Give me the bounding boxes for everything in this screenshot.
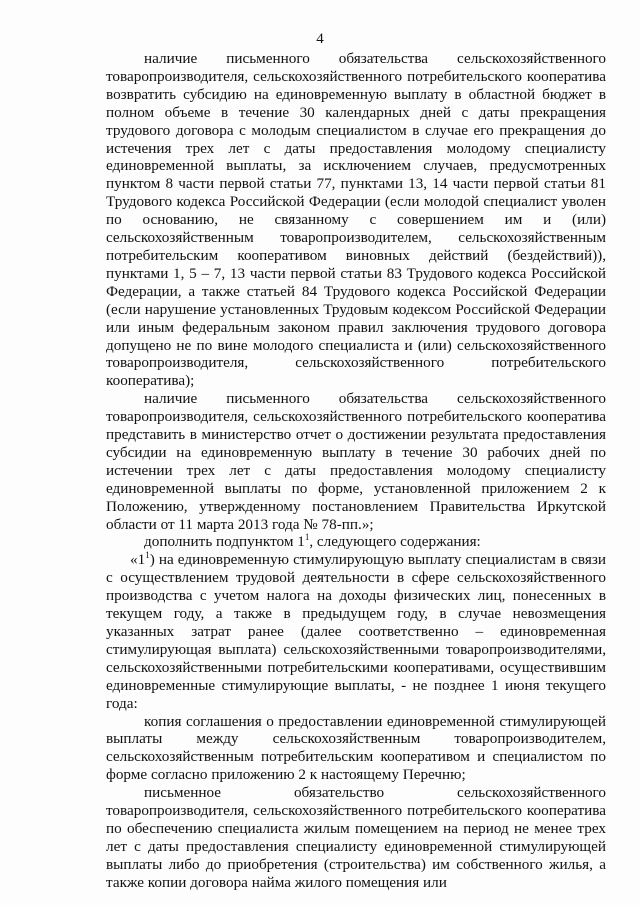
paragraph-obligation-return-subsidy: наличие письменного обязательства сельскохозяйственного товаропроизводителя, сельскохозяйственного потребительского кооператива возвратить субсидию на единовременную выплату в областной бюджет в полном объеме в течение 30 календарных дней с даты прекращения трудового договора с молодым специалистом в случае его прекращения до истечения трех лет с даты предоставления молодому специалисту единовременной выплаты, за исключением случаев, предусмотренных пунктом 8 части первой статьи 77, пунктами 13, 14 части первой статьи 81 Трудового кодекса Российской Федерации (если молодой специалист уволен по основанию, не связанному с совершением им и (или) сельскохозяйственным товаропроизводителем, сельскохозяйственным потребительским кооперативом виновных действий (бездействий)), пунктами 1, 5 – 7, 13 части первой статьи 83 Трудового кодекса Российской Федерации, а также статьей 84 Трудового кодекса Российской Федерации (если нарушение установленных Трудовым кодексом Российской Федерации или иным федеральным законом правил заключения трудового договора допущено не по вине молодого специалиста и (или) сельскохозяйственного товаропроизводителя, сельскохозяйственного потребительского кооператива);	[106, 50, 606, 390]
superscript-marker: 1	[145, 550, 150, 561]
paragraph-subclause-1-1	[106, 551, 606, 712]
document-body	[106, 50, 606, 892]
paragraph-obligation-report: наличие письменного обязательства сельскохозяйственного товаропроизводителя, сельскохозяйственного потребительского кооператива представить в министерство отчет о достижении результата предоставления субсидии на единовременную выплату в течение 30 рабочих дней по истечении трех лет с даты предоставления молодому специалисту единовременной выплаты по форме, установленной приложением 2 к Положению, утвержденному постановлением Правительства Иркутской области от 11 марта 2013 года № 78-пп.»;	[106, 390, 606, 533]
page-number: 4	[316, 31, 324, 47]
paragraph-agreement-copy: копия соглашения о предоставлении единовременной стимулирующей выплаты между сельскохозяйственным товаропроизводителем, сельскохозяйственным потребительским кооперативом и специалистом по форме согласно приложению 2 к настоящему Перечню;	[106, 712, 606, 784]
superscript-marker: 1	[304, 532, 310, 543]
paragraph-add-subclause-text: дополнить подпунктом 1	[144, 533, 305, 551]
paragraph-housing-obligation: письменное обязательство сельскохозяйственного товаропроизводителя, сельскохозяйственного потребительского кооператива по обеспечению специалиста жилым помещением на период не менее трех лет с даты предоставления специалисту единовременной стимулирующей выплаты либо до приобретения (строительства) им собственного жилья, а также копии договора найма жилого помещения или	[106, 784, 606, 891]
paragraph-add-subclause-tail: , следующего содержания:	[309, 533, 481, 551]
subclause-number: «1	[130, 551, 146, 569]
paragraph-add-subclause	[106, 533, 606, 551]
subclause-text: ) на единовременную стимулирующую выплату специалистам в связи с осуществлением трудовой деятельности в сфере сельскохозяйственного производства с учетом налога на доходы физических лиц, понесенных в текущем году, а также в предыдущем году, в случае невозмещения указанных затрат ранее (далее соответственно – единовременная стимулирующая выплата) сельскохозяйственными товаропроизводителями, сельскохозяйственными потребительскими кооперативами, осуществившим единовременные стимулирующие выплаты, - не позднее 1 июня текущего года:	[106, 551, 606, 712]
